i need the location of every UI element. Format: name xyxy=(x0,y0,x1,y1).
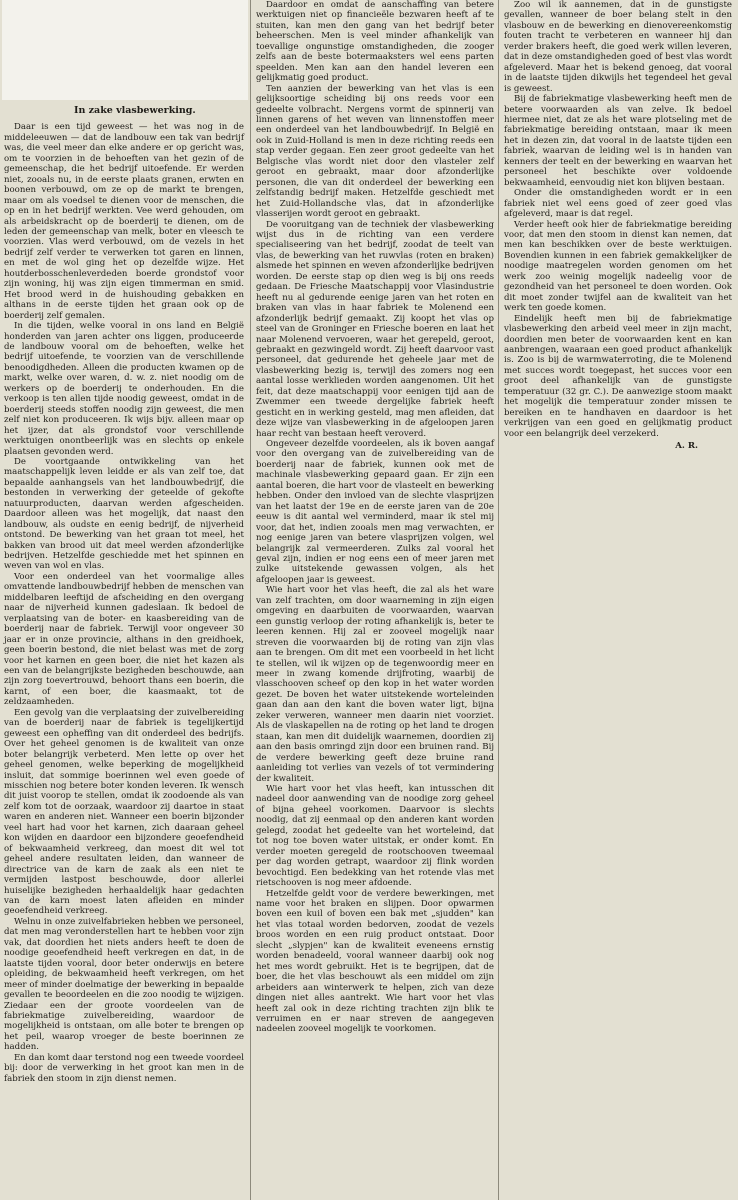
paragraph: De vooruitgang van de techniek der vlasbewerking wijst dus in de richting van een verdere specialiseering van het bedrijf, zoodat de teelt van vlas, de bewerking van het ruwvlas (roten en braken) alsmede het spinnen en weven afzonderlijke bedrijven worden. De eerste stap op dien weg is bij ons reeds gedaan. De Friesche Maatschappij voor Vlasindustrie heeft nu al gedurende eenige jaren van het roten en braken van vlas in haar fabriek te Molenend een afzonderlijk bedrijf gemaakt. Zij koopt het vlas op steel van de Groninger en Friesche boeren en laat het naar Molenend vervoeren, waar het gerepeld, geroot, gebraakt en gezwingeld wordt. Zij heeft daarvoor vast personeel, dat gedurende het geheele jaar met de vlasbewerking bezig is, terwijl des zomers nog een aantal losse werklieden worden aangenomen. Uit het feit, dat deze maatschappij voor eenigen tijd aan de Zwemmer een tweede dergelijke fabriek heeft gesticht en in werking gesteld, mag men afleiden, dat deze wijze van vlasbewerking in de afgeloopen jaren haar recht van bestaan heeft veroverd. xyxy=(256,219,494,439)
paragraph: In die tijden, welke vooral in ons land en België honderden van jaren achter ons liggen, produceerde de landbouw vooral om de behoeften, welke het bedrijf uitoefende, te voorzien van de verschillende benoodigdheden. Alleen die producten kwamen op de markt, welke over waren, d. w. z. niet noodig om de werkers op de boerderij te onderhouden. En die verkoop is ten allen tijde noodig geweest, omdat in de boerderij steeds stoffen noodig zijn geweest, die men zelf niet kon produceeren. Ik wijs bijv. alleen maar op het ijzer, dat als grondstof voor verschillende werktuigen onontbeerlijk was en slechts op enkele plaatsen gevonden werd. xyxy=(4,321,244,457)
author-signature: A. R. xyxy=(675,441,698,452)
article-column-1 xyxy=(2,0,248,1200)
paragraph: Zoo wil ik aannemen, dat in de gunstigste gevallen, wanneer de boer belang stelt in den vlasbouw en de bewerking en dienovereenkomstig fouten tracht te verbeteren en wanneer hij dan verder brakers heeft, die goed werk willen leveren, dat in deze omstandigheden goed of best vlas wordt afgeleverd. Maar het is bekend genoeg, dat vooral in de laatste tijden dikwijls het tegendeel het geval is geweest. xyxy=(504,0,732,94)
paragraph: Voor een onderdeel van het voormalige alles omvattende landbouwbedrijf hebben de menschen van middelbaren leeftijd de afscheiding en den overgang naar de nijverheid kunnen gadeslaan. Ik bedoel de verplaatsing van de boter- en kaasbereiding van de boerderij naar de fabriek. Terwijl voor ongeveer 30 jaar er in onze provincie, althans in den greidhoek, geen boerin bestond, die niet belast was met de zorg voor het karnen en geen boer, die niet het kazen als een van de belangrijkste bezigheden beschouwde, aan zijn zorg toevertrouwd, behoort thans een boerin, die karnt, of een boer, die kaasmaakt, tot de zeldzaamheden. xyxy=(4,571,244,708)
paragraph: Een gevolg van die verplaatsing der zuivelbereiding van de boerderij naar de fabriek is tegelijkertijd geweest een opheffing van dit onderdeel des bedrijfs. Over het geheel genomen is de kwaliteit van onze boter belangrijk verbeterd. Men lette op over het geheel genomen, welke beperking de mogelijkheid insluit, dat sommige boerinnen wel even goede of misschien nog betere boter konden leveren. Ik wensch dit juist voorop te stellen, omdat ik zoodoende als van zelf kom tot de oorzaak, waardoor zij daartoe in staat waren en anderen niet. Wanneer een boerin bijzonder veel hart had voor het karnen, zich daaraan geheel kon wijden en daardoor een bijzondere geoefendheid of bekwaamheid verkreeg, dan moest dit wel tot geheel andere resultaten leiden, dan wanneer de directrice van de karn de zaak als een niet te vermijden lastpost beschouwde, door allerlei huiselijke bezigheden herhaaldelijk haar gedachten van de karn moest laten afleiden en minder geoefendheid verkreeg. xyxy=(4,707,244,917)
paragraph: Hetzelfde geldt voor de verdere bewerkingen, met name voor het braken en slijpen. Door opwarmen boven een kuil of boven een bak met „sjudden" kan het vlas totaal worden bedorven, zoodat de vezels broos worden en een ruig product ontstaat. Door slecht „slypjen" kan de kwaliteit eveneens ernstig worden benadeeld, vooral wanneer daarbij ook nog het mes wordt gebruikt. Het is te begrijpen, dat de boer, die het vlas beschouwt als een middel om zijn arbeiders aan winterwerk te helpen, zich van deze dingen niet alles aantrekt. Wie hart voor het vlas heeft zal ook in deze richting trachten zijn blik te verruimen en er naar streven de aangegeven nadeelen zooveel mogelijk te voorkomen. xyxy=(256,888,494,1035)
paragraph: Eindelijk heeft men bij de fabriekmatige vlasbewerking den arbeid veel meer in zijn macht, doordien men beter de voorwaarden kent en kan aanbrengen, waaraan een goed product afhankelijk is. Zoo is bij de warmwaterroting, die te Molenend met succes wordt toegepast, het succes voor een groot deel afhankelijk van de gunstigste temperatuur (32 gr. C.). De aanwezige stoom maakt het mogelijk die temperatuur zonder missen te bereiken en te handhaven en daardoor is het verkrijgen van een goed en gelijkmatig product voor een belangrijk deel verzekerd. xyxy=(504,313,732,439)
paragraph: Daar is een tijd geweest — het was nog in de middeleeuwen — dat de landbouw een tak van bedrijf was, die veel meer dan elke andere er op gericht was, om te voorzien in de behoeften van het gezin of de gemeenschap, die het bedrijf uitoefende. Er werden niet, zooals nu, in de eerste plaats granen, erwten en boonen verbouwd, om ze op de markt te brengen, maar om als voedsel te dienen voor de menschen, die op en in het bedrijf werkten. Vee werd gehouden, om als arbeidskracht op de boerderij te dienen, om de leden der gemeenschap van melk, boter en vleesch te voorzien. Vlas werd verbouwd, om de vezels in het bedrijf zelf verder te verwerken tot garen en linnen, en met de wol ging het op dezelfde wijze. Het houtderbosschenleverdeden boerde grondstof voor zijn woning, hij was zijn eigen timmerman en smid. Het brood werd in de huishouding gebakken en althans in de eerste tijden het graan ook op de boerderij zelf gemalen. xyxy=(4,122,244,321)
paragraph: En dan komt daar terstond nog een tweede voordeel bij: door de verwerking in het groot kan men in de fabriek den stoom in zijn dienst nemen. xyxy=(4,1052,244,1084)
paragraph: Wie hart voor het vlas heeft, die zal als het ware van zelf trachten, om door waarneming in zijn eigen omgeving en daarbuiten de voorwaarden, waarvan een gunstig verloop der roting afhankelijk is, beter te leeren kennen. Hij zal er zooveel mogelijk naar streven die voorwaarden bij de roting van zijn vlas aan te brengen. Om dit met een voorbeeld in het licht te stellen, wil ik wijzen op de tegenwoordig meer en meer in zwang komende drijfroting, waarbij de vlasschooven scheef op den kop in het water worden gezet. De boven het water uitstekende worteleinden gaan dan aan den kant die boven water ligt, bijna zeker verweren, wanneer men daarin niet voorziet. Als de vlaskapellen na de roting op het land te drogen staan, kan men dit duidelijk waarnemen, doordien zij aan den basis omringd zijn door een bruinen rand. Bij de verdere bewerking geeft deze bruine rand aanleiding tot verlies van vezels of tot vermindering der kwaliteit. xyxy=(256,585,494,784)
paragraph: De voortgaande ontwikkeling van het maatschappelijk leven leidde er als van zelf toe, dat bepaalde aanhangsels van het landbouwbedrijf, die bestonden in verwerking der geteelde of gekofte natuurproducten, daarvan werden afgescheiden. Daardoor alleen was het mogelijk, dat naast den landbouw, als oudste en eenig bedrijf, de nijverheid ontstond. De bewerking van het graan tot meel, het bakken van brood uit dat meel werden afzonderlijke bedrijven. Hetzelfde geschiedde met het spinnen en weven van wol en vlas. xyxy=(4,456,244,572)
blank-header-area xyxy=(2,0,248,100)
column-rule xyxy=(498,0,499,1200)
article-column-3 xyxy=(500,0,736,1200)
paragraph: Wie hart voor het vlas heeft, kan intusschen dit nadeel door aanwending van de noodige zorg geheel of bijna geheel voorkomen. Daarvoor is slechts noodig, dat zij eenmaal op den anderen kant worden gelegd, zoodat het gedeelte van het worteleind, dat tot nog toe boven water uitstak, er onder komt. En verder moeten geregeld de rootschooven tweemaal per dag worden getrapt, waardoor zij flink worden bevochtigd. Een bedekking van het rotende vlas met rietschooven is nog meer afdoende. xyxy=(256,783,494,889)
article-column-2 xyxy=(252,0,498,1200)
article-title: In zake vlasbewerking. xyxy=(74,105,196,116)
paragraph: Verder heeft ook hier de fabriekmatige bereiding voor, dat men den stoom in dienst kan nemen, dat men kan beschikken over de beste werktuigen. Bovendien kunnen in een fabriek gemakkelijker de noodige maatregelen worden genomen om het werk zoo weinig mogelijk nadeelig voor de gezondheid van het personeel te doen worden. Ook dit moet zonder twijfel aan de kwaliteit van het werk ten goede komen. xyxy=(504,219,732,314)
paragraph: Bij de fabriekmatige vlasbewerking heeft men de betere voorwaarden als van zelve. Ik bedoel hiermee niet, dat ze als het ware plotseling met de fabriekmatige bereiding ontstaan, maar ik meen het in dezen zin, dat vooral in de laatste tijden een fabriek, waarvan de leiding wel is in handen van kenners der teelt en der bewerking en waarvan het personeel het beschikte over voldoende bekwaamheid, eenvoudig niet kon blijven bestaan. xyxy=(504,94,732,188)
paragraph: Onder die omstandigheden wordt er in een fabriek niet wel eens goed of zeer goed vlas afgeleverd, maar is dat regel. xyxy=(504,188,732,220)
paragraph: Daardoor en omdat de aanschaffing van betere werktuigen niet op financieële bezwaren heeft af te stuiten, kan men den gang van het bedrijf beter beheerschen. Men is veel minder afhankelijk van toevallige ongunstige omstandigheden, die zooger zelfs aan de beste botermaaksters wel eens parten speelden. Men kan aan den handel leveren een gelijkmatig goed product. xyxy=(256,0,494,84)
paragraph: Ongeveer dezelfde voordeelen, als ik boven aangaf voor den overgang van de zuivelbereiding van de boerderij naar de fabriek, kunnen ook met de machinale vlasbewerking gepaard gaan. Er zijn een aantal boeren, die hart voor de vlasteelt en bewerking hebben. Onder den invloed van de slechte vlasprijzen van het laatst der 19e en de eerste jaren van de 20e eeuw is dit aantal wel verminderd, maar ik stel mij voor, dat het, indien zooals men mag verwachten, er nog eenige jaren van betere vlasprijzen volgen, wel belangrijk zal vermeerderen. Zulks zal vooral het geval zijn, indien er nog eens een of meer jaren met zulke uitstekende gewassen volgen, als het afgeloopen jaar is geweest. xyxy=(256,439,494,585)
column-rule xyxy=(250,0,251,1200)
paragraph: Ten aanzien der bewerking van het vlas is een gelijksoortige scheiding bij ons reeds voor een gedeelte volbracht. Nergens vormt de spinnerij van linnen garens of het weven van linnenstoffen meer een onderdeel van het landbouwbedrijf. In België en ook in Zuid-Holland is men in deze richting reeds een stap verder gegaan. Een zeer groot gedeelte van het Belgische vlas wordt niet door den vlasteler zelf geroot en gebraakt, maar door afzonderlijke personen, die van dit onderdeel der bewerking een zelfstandig bedrijf maken. Hetzelfde geschiedt met het Zuid-Hollandsche vlas, dat in afzonderlijke vlasserijen wordt geroot en gebraakt. xyxy=(256,83,494,220)
paragraph: Welnu in onze zuivelfabrieken hebben we personeel, dat men mag veronderstellen hart te hebben voor zijn vak, dat doordien het niets anders heeft te doen de noodige geoefendheid heeft verkregen en dat, in de laatste tijden vooral, door beter onderwijs en betere opleiding, de bekwaamheid heeft verkregen, om het meer of minder doelmatige der bewerking in bepaalde gevallen te beoordeelen en die zoo noodig te wijzigen. Ziedaar een der groote voordeelen van de fabriekmatige zuivelbereiding, waardoor de mogelijkheid is ontstaan, om alle boter te brengen op het peil, waarop vroeger de beste boerinnen ze hadden. xyxy=(4,916,244,1053)
